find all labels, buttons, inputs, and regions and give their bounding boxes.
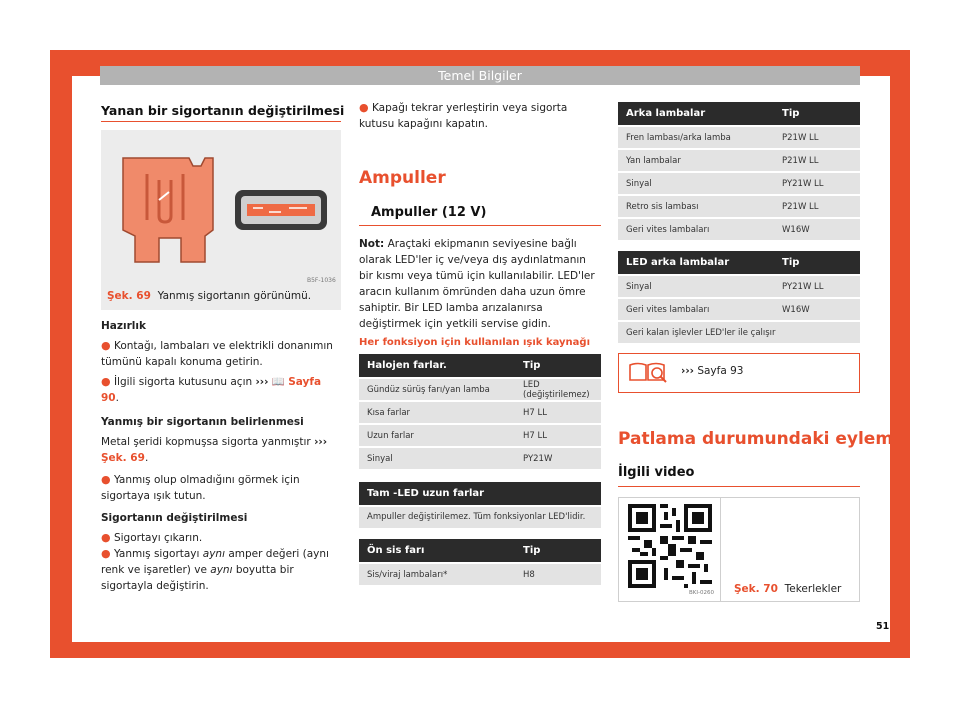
- figure-ref-link[interactable]: Şek. 69: [101, 452, 145, 464]
- subtitle-rule: [359, 225, 601, 226]
- col1-text: [101, 318, 341, 594]
- patlama-title: Patlama durumundaki eylem: [618, 429, 894, 449]
- table-row: Fren lambası/arka lamba P21W LL: [618, 127, 860, 148]
- video-rule: [618, 486, 860, 487]
- table-heading: Her fonksiyon için kullanılan ışık kaynağı: [359, 337, 591, 348]
- page-number: 51: [876, 621, 890, 632]
- figure-70-caption: [734, 583, 841, 595]
- caption-text: Tekerlekler: [784, 583, 842, 595]
- prep-heading: Hazırlık: [101, 320, 146, 332]
- caption-text: Yanmış sigortanın görünümü.: [157, 290, 312, 302]
- change-bullet-1: ● Sigortayı çıkarın.: [101, 531, 203, 544]
- caption-number: Şek. 70: [734, 583, 778, 595]
- qr-panel: [619, 498, 721, 601]
- bullet-icon: ●: [101, 473, 111, 486]
- caption-number: Şek. 69: [107, 290, 151, 302]
- col2-text: [359, 100, 601, 132]
- bullet-icon: ●: [359, 101, 369, 114]
- table-row: Uzun farlar H7 LL: [359, 425, 601, 446]
- book-icon: [627, 360, 669, 386]
- ampuller-subtitle: Ampuller (12 V): [371, 205, 487, 220]
- col-header: Tip: [515, 539, 601, 562]
- col-header: LED arka lambalar: [618, 251, 774, 274]
- change-heading: Sigortanın değiştirilmesi: [101, 512, 248, 524]
- table-row: Yan lambalar P21W LL: [618, 150, 860, 171]
- detect-text: Metal şeridi kopmuşsa sigorta yanmıştır ››› Şek. 69.: [101, 436, 328, 464]
- fog-table: [359, 537, 601, 587]
- note-text: Not: Araçtaki ekipmanın seviyesine bağlı olarak LED'ler iç ve/veya dış aydınlatmanın bir kısmı veya tümü için kullanılabilir. LED'ler aracın kullanım ömründen daha uzun ömre sahiptir. Bir LED lamba arızalanırsa değiştirmek için yetkili servise gidin.: [359, 238, 595, 330]
- table-row: Geri vites lambaları W16W: [618, 299, 860, 320]
- reference-box: [618, 353, 860, 393]
- detect-bullet: ● Yanmış olup olmadığını görmek için sigortaya ışık tutun.: [101, 473, 300, 502]
- led-header: Tam -LED uzun farlar: [359, 482, 601, 505]
- figure-code: B5F-1036: [307, 277, 336, 284]
- replace-bullet: ● Kapağı tekrar yerleştirin veya sigorta kutusu kapağını kapatın.: [359, 101, 568, 130]
- led-row: Ampuller değiştirilemez. Tüm fonksiyonlar LED'lidir.: [359, 507, 601, 528]
- table-row: Sinyal PY21W LL: [618, 173, 860, 194]
- ampuller-title: Ampuller: [359, 168, 446, 188]
- col-header: Halojen farlar.: [359, 354, 515, 377]
- reference-text[interactable]: ››› Sayfa 93: [681, 365, 744, 377]
- detect-heading: Yanmış bir sigortanın belirlenmesi: [101, 416, 304, 428]
- col-header: Tip: [515, 354, 601, 377]
- table-row: Gündüz sürüş farı/yan lamba LED (değiştirilemez): [359, 379, 601, 400]
- table-row: Sinyal PY21W: [359, 448, 601, 469]
- chapter-header: Temel Bilgiler: [100, 66, 860, 85]
- led-rear-table: [618, 249, 860, 345]
- halogen-table: [359, 352, 601, 471]
- table-row: Kısa farlar H7 LL: [359, 402, 601, 423]
- change-bullet-2: ● Yanmış sigortayı aynı amper değeri (aynı renk ve işaretler) ve aynı boyutta bir sigortayla değiştirin.: [101, 547, 329, 592]
- prep-bullet-1: ● Kontağı, lambaları ve elektrikli donanımın tümünü kapalı konuma getirin.: [101, 339, 333, 368]
- bullet-icon: ●: [101, 547, 111, 560]
- table-row: Sinyal PY21W LL: [618, 276, 860, 297]
- table-row: Retro sis lambası P21W LL: [618, 196, 860, 217]
- rear-lights-table: [618, 100, 860, 242]
- table-row: Geri kalan işlevler LED'ler ile çalışır: [618, 322, 860, 343]
- bullet-icon: ●: [101, 375, 111, 388]
- bullet-icon: ●: [101, 531, 111, 544]
- col-header: Tip: [774, 102, 860, 125]
- figure-69: [101, 130, 341, 310]
- col-header: Tip: [774, 251, 860, 274]
- qr-code-icon[interactable]: [628, 504, 712, 588]
- fuse-illustration: [101, 130, 341, 310]
- video-heading: İlgili video: [618, 465, 695, 480]
- col-header: Arka lambalar: [618, 102, 774, 125]
- bullet-icon: ●: [101, 339, 111, 352]
- page-ref-link[interactable]: Sayfa 90: [101, 376, 322, 404]
- table-row: Geri vites lambaları W16W: [618, 219, 860, 240]
- figure-code: BKI-0260: [689, 590, 714, 596]
- title-rule: [101, 121, 341, 122]
- book-icon: 📖: [271, 376, 285, 388]
- col-header: Ön sis farı: [359, 539, 515, 562]
- section-title: Yanan bir sigortanın değiştirilmesi: [101, 103, 345, 118]
- note-block: [359, 236, 601, 332]
- prep-bullet-2: ● İlgili sigorta kutusunu açın ››› 📖 Sayfa 90.: [101, 375, 322, 404]
- table-row: Sis/viraj lambaları* H8: [359, 564, 601, 585]
- figure-69-caption: [107, 290, 311, 302]
- figure-70: [618, 497, 860, 602]
